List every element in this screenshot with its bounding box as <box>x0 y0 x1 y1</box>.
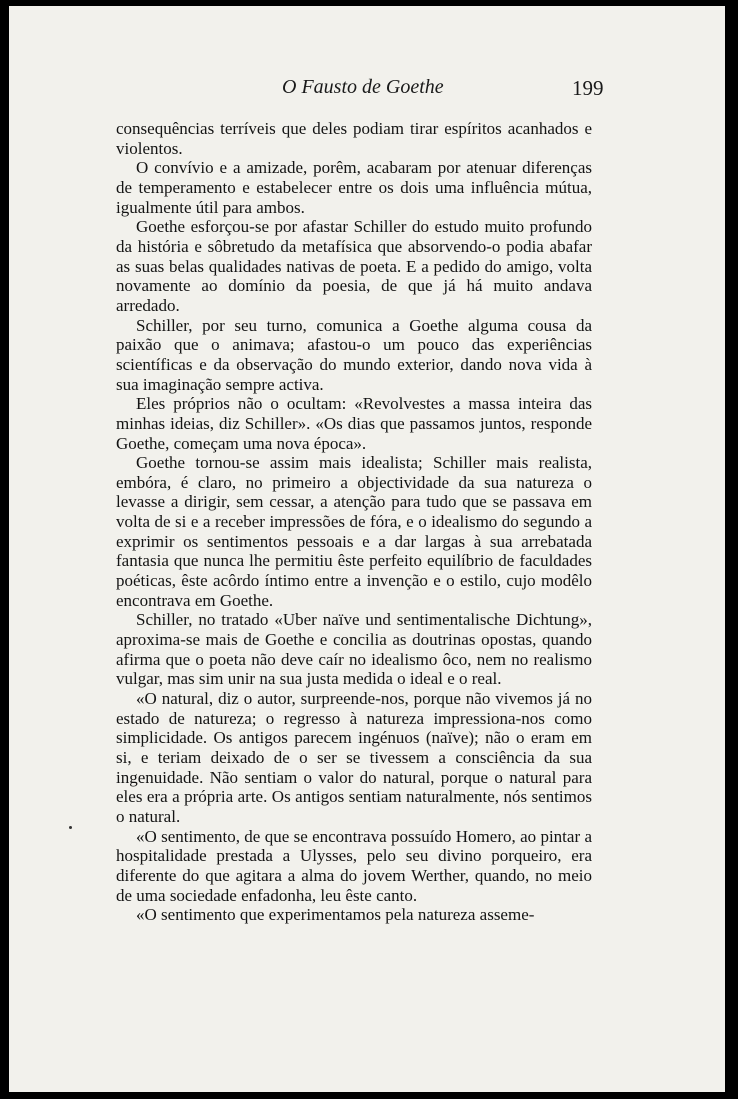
paragraph: «O sentimento que experimentamos pela natureza asseme- <box>136 905 535 925</box>
running-title: O Fausto de Goethe <box>282 76 444 98</box>
page-header <box>9 76 725 106</box>
margin-speck <box>69 826 72 829</box>
book-page <box>9 6 725 1092</box>
paragraph: Schiller, no tratado «Uber naïve und sentimentalische Dichtung», aproxima-se mais de Goethe e concilia as doutrinas opostas, quando afirma que o poeta não deve caír no idealismo ôco, nem no realismo vulgar, mas sim unir na sua justa medida o ideal e o real. <box>116 610 592 689</box>
paragraph: Schiller, por seu turno, comunica a Goethe alguma cousa da paixão que o animava; afastou-o um pouco das experiências scientíficas e da observação do mundo exterior, dando nova vida à sua imaginação sempre activa. <box>116 315 592 394</box>
page-number: 199 <box>572 76 604 100</box>
paragraph: Goethe tornou-se assim mais idealista; Schiller mais realista, embóra, é claro, no primeiro a objectividade da sua natureza o levasse a dirigir, sem cessar, a atenção para tudo que se passava em volta de si e a receber impressões de fóra, e o idealismo do segundo a exprimir os sentimentos pessoais e a dar largas à sua arrebatada fantasia que nunca lhe permitiu êste perfeito equilíbrio de faculdades poéticas, êste acôrdo íntimo entre a invenção e o estilo, cujo modêlo encontrava em Goethe. <box>116 453 592 610</box>
paragraph: O convívio e a amizade, porêm, acabaram por atenuar diferenças de temperamento e estabelecer entre os dois uma influência mútua, igualmente útil para ambos. <box>116 158 592 217</box>
paragraph: «O natural, diz o autor, surpreende-nos, porque não vivemos já no estado de natureza; o regresso à natureza impressiona-nos como simplicidade. Os antigos parecem ingénuos (naïve); não o eram em si, e teriam deixado de o ser se tivessem a consciência da sua ingenuidade. Não sentiam o valor do natural, porque o natural para eles era a própria arte. Os antigos sentiam naturalmente, nós sentimos o natural. <box>116 689 592 826</box>
paragraph: Eles próprios não o ocultam: «Revolvestes a massa inteira das minhas ideias, diz Schiller». «Os dias que passamos juntos, responde Goethe, começam uma nova época». <box>116 394 592 453</box>
paragraph: Goethe esforçou-se por afastar Schiller do estudo muito profundo da história e sôbretudo da metafísica que absorvendo-o podia abafar as suas belas qualidades nativas de poeta. E a pedido do amigo, volta novamente ao domínio da poesia, de que já há muito andava arredado. <box>116 217 592 315</box>
paragraph: «O sentimento, de que se encontrava possuído Homero, ao pintar a hospitalidade prestada a Ulysses, pelo seu divino porqueiro, era diferente do que agitara a alma do jovem Werther, quando, no meio de uma sociedade enfadonha, leu êste canto. <box>116 826 592 905</box>
paragraph: consequências terríveis que deles podiam tirar espíritos acanhados e violentos. <box>116 119 592 158</box>
body-text <box>116 119 592 925</box>
